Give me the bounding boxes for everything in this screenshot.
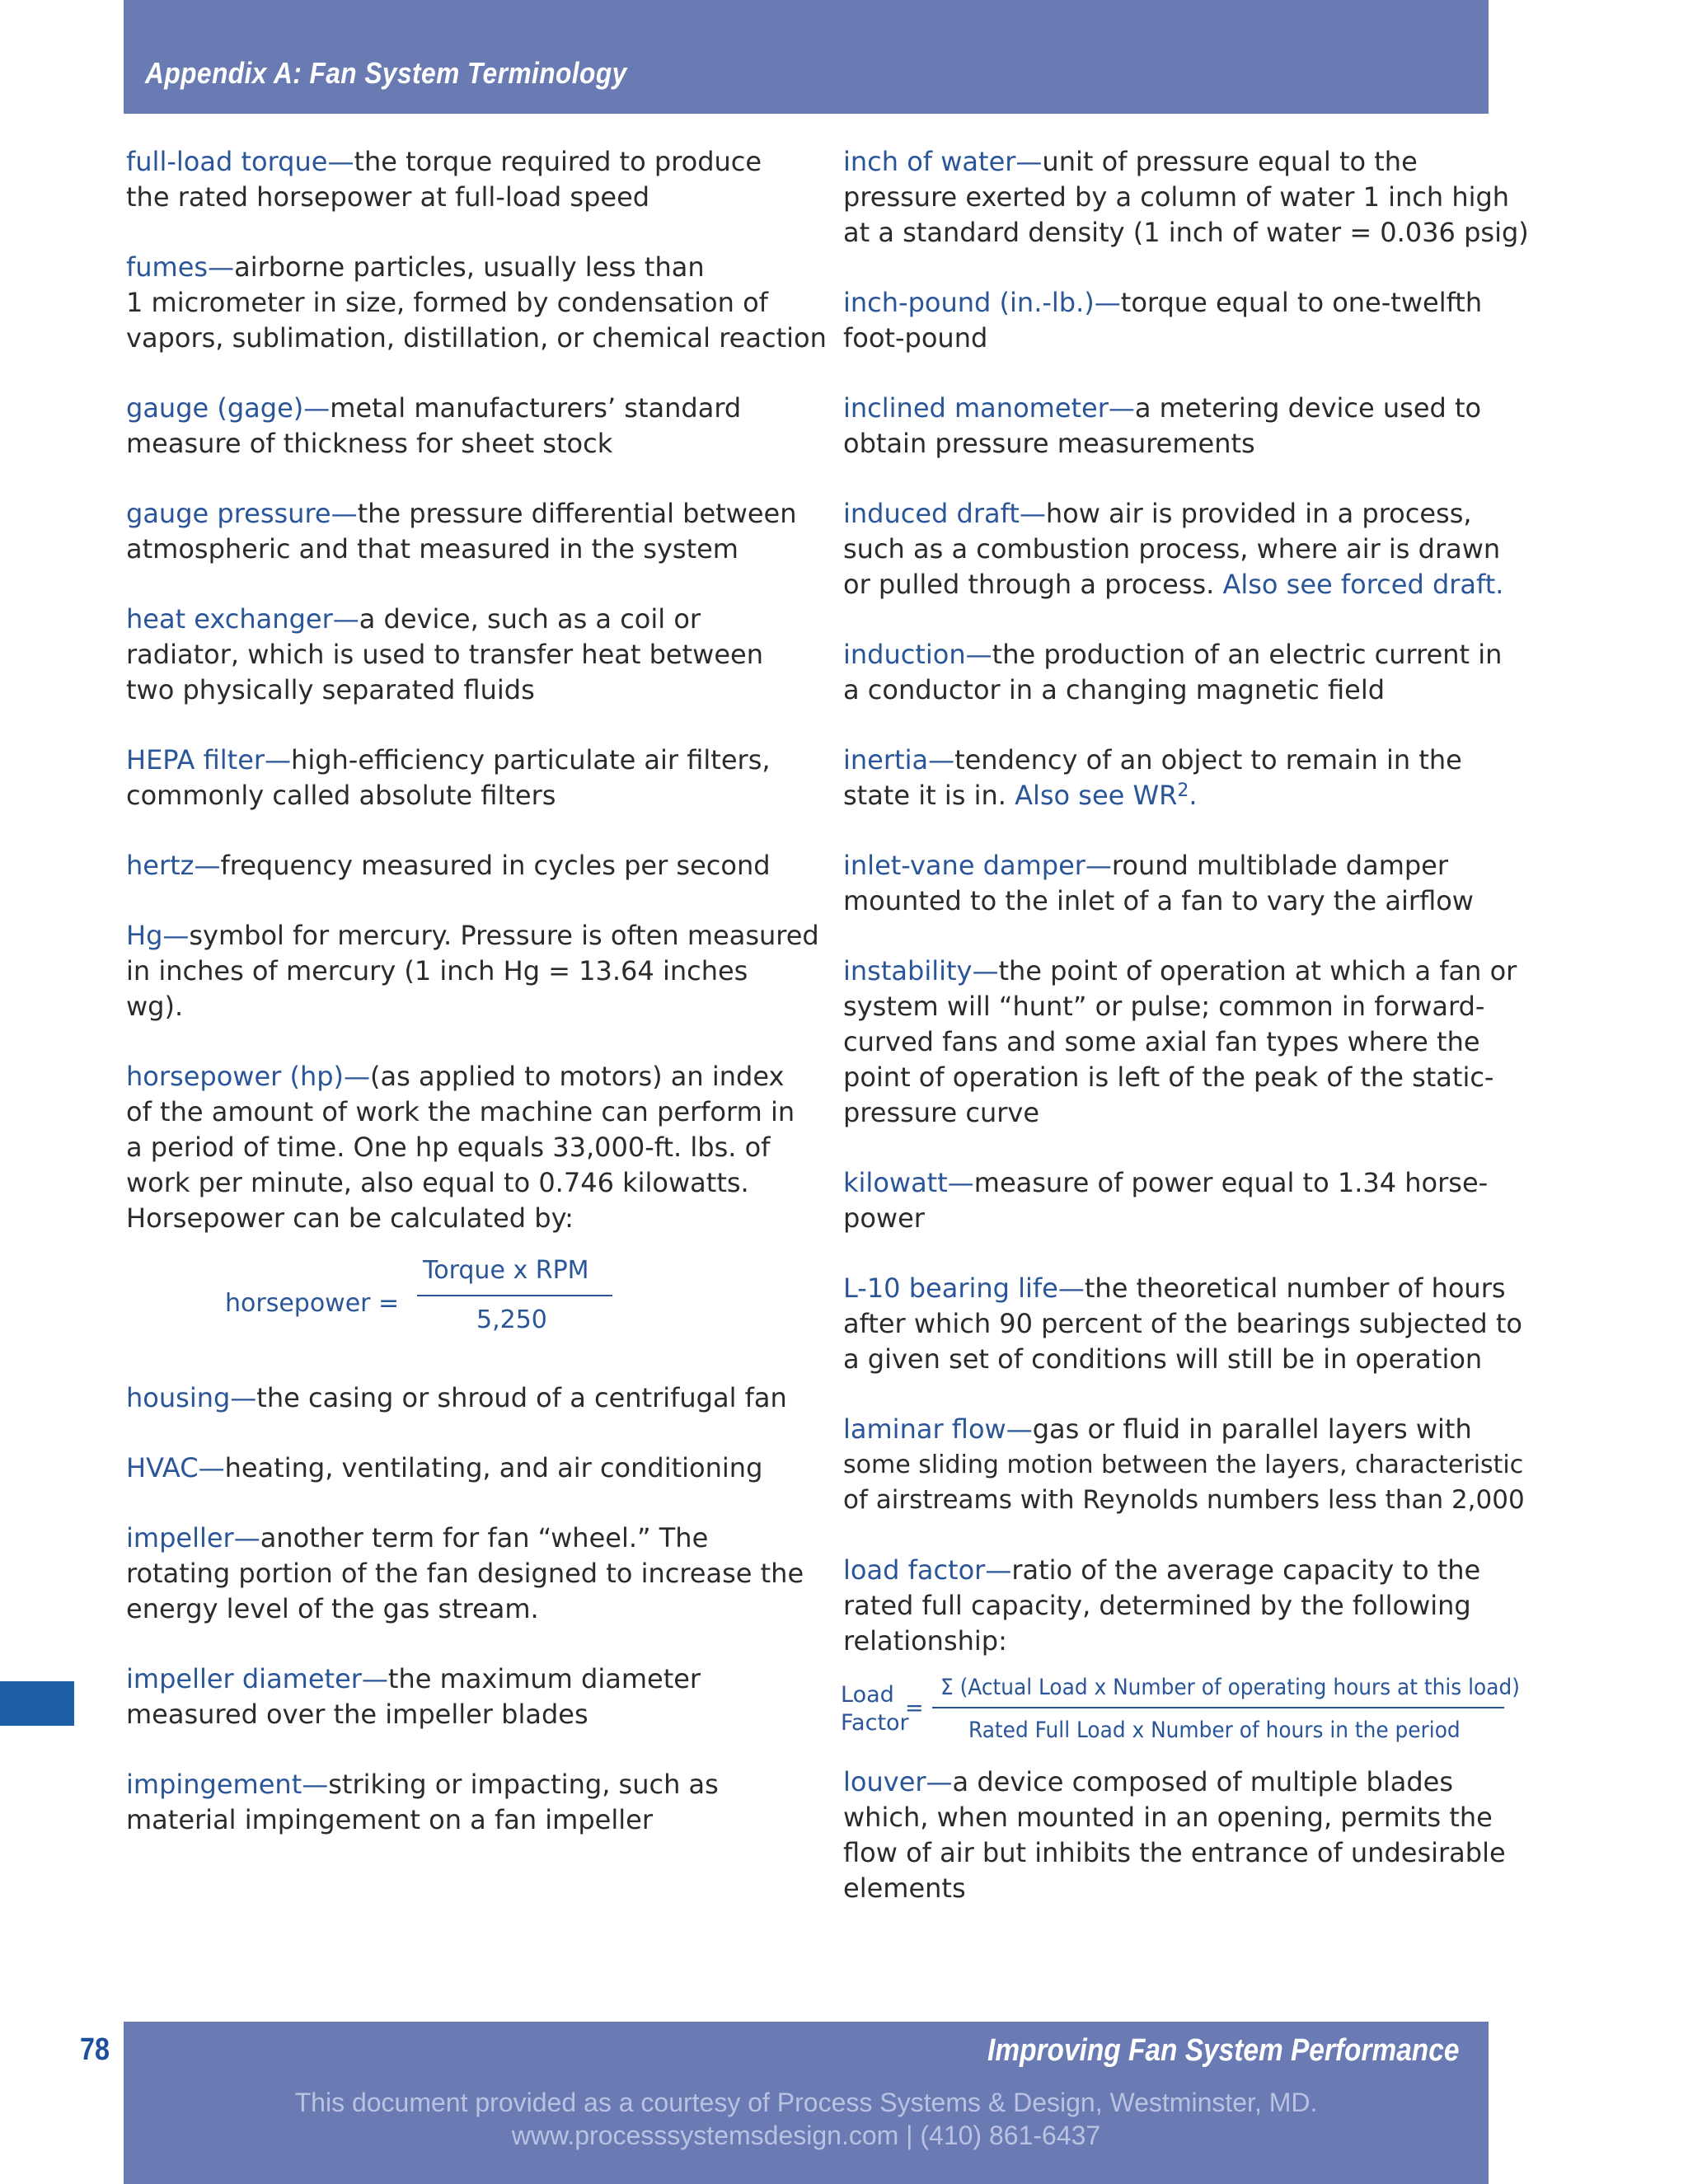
glossary-entry-load-factor — [843, 1553, 1503, 1659]
definition-text: state it is in. — [843, 780, 1015, 811]
glossary-entry-impeller-diameter — [126, 1661, 785, 1732]
definition-text: a period of time. One hp equals 33,000-ft. lbs. of — [126, 1132, 771, 1163]
definition-text: atmospheric and that measured in the system — [126, 533, 738, 565]
definition-text: of airstreams with Reynolds numbers less than 2,000 — [843, 1485, 1525, 1515]
definition-text: work per minute, also equal to 0.746 kilowatts. — [126, 1167, 749, 1198]
definition-text: the pressure differential between — [357, 498, 797, 529]
definition-text: a conductor in a changing magnetic field — [843, 674, 1386, 705]
see-also-link: Also see forced draft. — [1222, 569, 1504, 600]
fraction-bar — [417, 1295, 612, 1296]
glossary-term: instability— — [843, 955, 999, 987]
glossary-entry-inertia — [843, 743, 1503, 813]
definition-text: round multiblade damper — [1111, 850, 1449, 881]
definition-text: of the amount of work the machine can perform in — [126, 1096, 795, 1127]
glossary-term: impeller— — [126, 1522, 260, 1554]
see-also-link: Also see WR — [1015, 780, 1178, 811]
footer-title: Improving Fan System Performance — [987, 2033, 1459, 2068]
definition-text: after which 90 percent of the bearings subjected to — [843, 1308, 1522, 1339]
see-also-end: . — [1189, 780, 1198, 811]
definition-text: measured over the impeller blades — [126, 1699, 588, 1730]
glossary-term: induction— — [843, 639, 992, 670]
definition-text: radiator, which is used to transfer heat between — [126, 639, 763, 670]
glossary-entry-heat-exchanger — [126, 602, 785, 708]
definition-text: the rated horsepower at full-load speed — [126, 181, 650, 213]
definition-text: the maximum diameter — [387, 1663, 701, 1694]
definition-text: metal manufacturers’ standard — [330, 392, 742, 424]
footer-contact-text: www.processsystemsdesign.com | (410) 861-6437 — [511, 2121, 1101, 2150]
definition-text: ratio of the average capacity to the — [1011, 1554, 1481, 1586]
formula-label: Factor — [841, 1710, 909, 1736]
glossary-entry-horsepower — [126, 1059, 795, 1236]
definition-text: or pulled through a process. — [843, 569, 1223, 600]
glossary-term: impeller diameter— — [126, 1663, 388, 1694]
fraction-bar — [932, 1707, 1504, 1708]
definition-text: obtain pressure measurements — [843, 428, 1255, 459]
definition-text: which, when mounted in an opening, permits the — [843, 1802, 1493, 1833]
formula-label: horsepower = — [225, 1289, 400, 1318]
definition-text: a device composed of multiple blades — [952, 1766, 1454, 1797]
glossary-entry-inclined-manometer — [843, 391, 1503, 462]
definition-text: such as a combustion process, where air is drawn — [843, 533, 1501, 565]
definition-text: rotating portion of the fan designed to increase the — [126, 1558, 804, 1589]
footer-courtesy-text: This document provided as a courtesy of Process Systems & Design, Westminster, MD. — [294, 2088, 1318, 2117]
definition-text: tendency of an object to remain in the — [954, 744, 1462, 776]
horsepower-formula — [126, 1236, 785, 1380]
definition-text: the torque required to produce — [354, 146, 762, 177]
glossary-entry-l10-bearing-life — [843, 1271, 1522, 1377]
glossary-entry-full-load-torque — [126, 144, 785, 215]
definition-text: material impingement on a fan impeller — [126, 1804, 653, 1835]
glossary-term: Hg— — [126, 920, 190, 951]
glossary-term: full-load torque— — [126, 146, 354, 177]
glossary-term: induced draft— — [843, 498, 1046, 529]
definition-text: striking or impacting, such as — [328, 1769, 719, 1800]
definition-text: a metering device used to — [1134, 392, 1482, 424]
glossary-entry-hg — [126, 918, 819, 1024]
definition-text: energy level of the gas stream. — [126, 1593, 539, 1624]
definition-text: measure of thickness for sheet stock — [126, 428, 613, 459]
glossary-entry-inlet-vane-damper — [843, 848, 1503, 919]
definition-text: gas or fluid in parallel layers with — [1032, 1413, 1472, 1445]
definition-text: a device, such as a coil or — [359, 603, 701, 635]
definition-text: Horsepower can be calculated by: — [126, 1202, 574, 1234]
glossary-term: inclined manometer— — [843, 392, 1135, 424]
glossary-term: horsepower (hp)— — [126, 1061, 371, 1092]
definition-text: measure of power equal to 1.34 horse- — [973, 1167, 1489, 1198]
equals-sign: = — [905, 1695, 924, 1721]
definition-text: rated full capacity, determined by the following — [843, 1590, 1471, 1621]
definition-text: power — [843, 1202, 925, 1234]
glossary-term: gauge pressure— — [126, 498, 358, 529]
glossary-entry-gauge — [126, 391, 785, 462]
definition-text: the point of operation at which a fan or — [998, 955, 1517, 987]
definition-text: elements — [843, 1872, 966, 1904]
side-tab-marker — [0, 1681, 74, 1726]
formula-numerator: Σ (Actual Load x Number of operating hours at this load) — [940, 1675, 1520, 1700]
definition-text: flow of air but inhibits the entrance of undesirable — [843, 1837, 1506, 1868]
glossary-entry-gauge-pressure — [126, 496, 797, 567]
glossary-entry-housing — [126, 1380, 785, 1416]
glossary-term: heat exchanger— — [126, 603, 359, 635]
definition-text: pressure exerted by a column of water 1 inch high — [843, 181, 1510, 213]
definition-text: how air is provided in a process, — [1045, 498, 1472, 529]
glossary-term: load factor— — [843, 1554, 1012, 1586]
page-title: Appendix A: Fan System Terminology — [145, 56, 627, 90]
definition-text: the production of an electric current in — [992, 639, 1503, 670]
glossary-term: HEPA filter— — [126, 744, 292, 776]
glossary-term: kilowatt— — [843, 1167, 974, 1198]
definition-text: commonly called absolute filters — [126, 780, 556, 811]
formula-denominator: Rated Full Load x Number of hours in the period — [968, 1718, 1461, 1743]
definition-text: wg). — [126, 991, 184, 1022]
definition-text: heating, ventilating, and air conditioning — [224, 1452, 763, 1483]
footer-bar — [124, 2022, 1489, 2184]
definition-text: a given set of conditions will still be in operation — [843, 1343, 1483, 1375]
definition-text: frequency measured in cycles per second — [220, 850, 771, 881]
formula-numerator: Torque x RPM — [423, 1256, 589, 1285]
page-number: 78 — [80, 2032, 110, 2067]
left-column — [126, 144, 827, 1872]
definition-text: curved fans and some axial fan types where the — [843, 1026, 1480, 1057]
definition-text: unit of pressure equal to the — [1042, 146, 1418, 177]
definition-text: some sliding motion between the layers, characteristic — [843, 1451, 1524, 1479]
glossary-entry-induction — [843, 637, 1503, 708]
glossary-term: hertz— — [126, 850, 221, 881]
definition-text: high-efficiency particulate air filters, — [291, 744, 771, 776]
definition-text: airborne particles, usually less than — [234, 251, 705, 283]
definition-text: vapors, sublimation, distillation, or chemical reaction — [126, 322, 827, 354]
definition-text: pressure curve — [843, 1097, 1040, 1128]
glossary-term: fumes— — [126, 251, 235, 283]
definition-text: the casing or shroud of a centrifugal fan — [256, 1382, 787, 1413]
definition-text: symbol for mercury. Pressure is often measured — [189, 920, 819, 951]
definition-text: two physically separated fluids — [126, 674, 535, 705]
definition-text: mounted to the inlet of a fan to vary the airflow — [843, 885, 1474, 916]
glossary-entry-laminar-flow — [843, 1412, 1525, 1518]
glossary-term: housing— — [126, 1382, 257, 1413]
glossary-term: HVAC— — [126, 1452, 225, 1483]
glossary-term: impingement— — [126, 1769, 329, 1800]
glossary-entry-impeller — [126, 1521, 804, 1627]
definition-text: relationship: — [843, 1625, 1007, 1657]
definition-text: another term for fan “wheel.” The — [260, 1522, 709, 1554]
glossary-term: gauge (gage)— — [126, 392, 331, 424]
definition-text: point of operation is left of the peak of the static- — [843, 1062, 1494, 1093]
right-column — [841, 144, 1529, 1941]
definition-text: torque equal to one-twelfth — [1120, 287, 1483, 318]
formula-denominator: 5,250 — [476, 1305, 547, 1334]
header-bar — [124, 0, 1489, 114]
glossary-entry-inch-pound — [843, 285, 1503, 356]
definition-text: the theoretical number of hours — [1084, 1272, 1506, 1304]
glossary-entry-kilowatt — [843, 1165, 1503, 1236]
superscript: 2 — [1177, 780, 1189, 801]
glossary-entry-hepa-filter — [126, 743, 785, 813]
glossary-term: inertia— — [843, 744, 955, 776]
glossary-entry-hertz — [126, 848, 785, 883]
glossary-entry-hvac — [126, 1451, 785, 1486]
glossary-entry-inch-of-water — [843, 144, 1529, 251]
definition-text: at a standard density (1 inch of water = 0.036 psig) — [843, 217, 1529, 248]
definition-text: system will “hunt” or pulse; common in forward- — [843, 991, 1485, 1022]
glossary-entry-impingement — [126, 1767, 785, 1838]
glossary-term: louver— — [843, 1766, 953, 1797]
definition-text: in inches of mercury (1 inch Hg = 13.64 inches — [126, 955, 748, 987]
glossary-entry-louver — [843, 1765, 1506, 1906]
formula-label: Load — [841, 1682, 894, 1708]
glossary-term: inch of water— — [843, 146, 1043, 177]
definition-text: foot-pound — [843, 322, 988, 354]
definition-text: (as applied to motors) an index — [370, 1061, 785, 1092]
glossary-term: L-10 bearing life— — [843, 1272, 1085, 1304]
glossary-term: inlet-vane damper— — [843, 850, 1112, 881]
glossary-term: inch-pound (in.-lb.)— — [843, 287, 1121, 318]
load-factor-formula — [841, 1659, 1520, 1765]
glossary-term: laminar flow— — [843, 1413, 1033, 1445]
glossary-entry-instability — [843, 954, 1517, 1131]
definition-text: 1 micrometer in size, formed by condensation of — [126, 287, 768, 318]
glossary-entry-fumes — [126, 250, 827, 356]
glossary-entry-induced-draft — [843, 496, 1503, 602]
